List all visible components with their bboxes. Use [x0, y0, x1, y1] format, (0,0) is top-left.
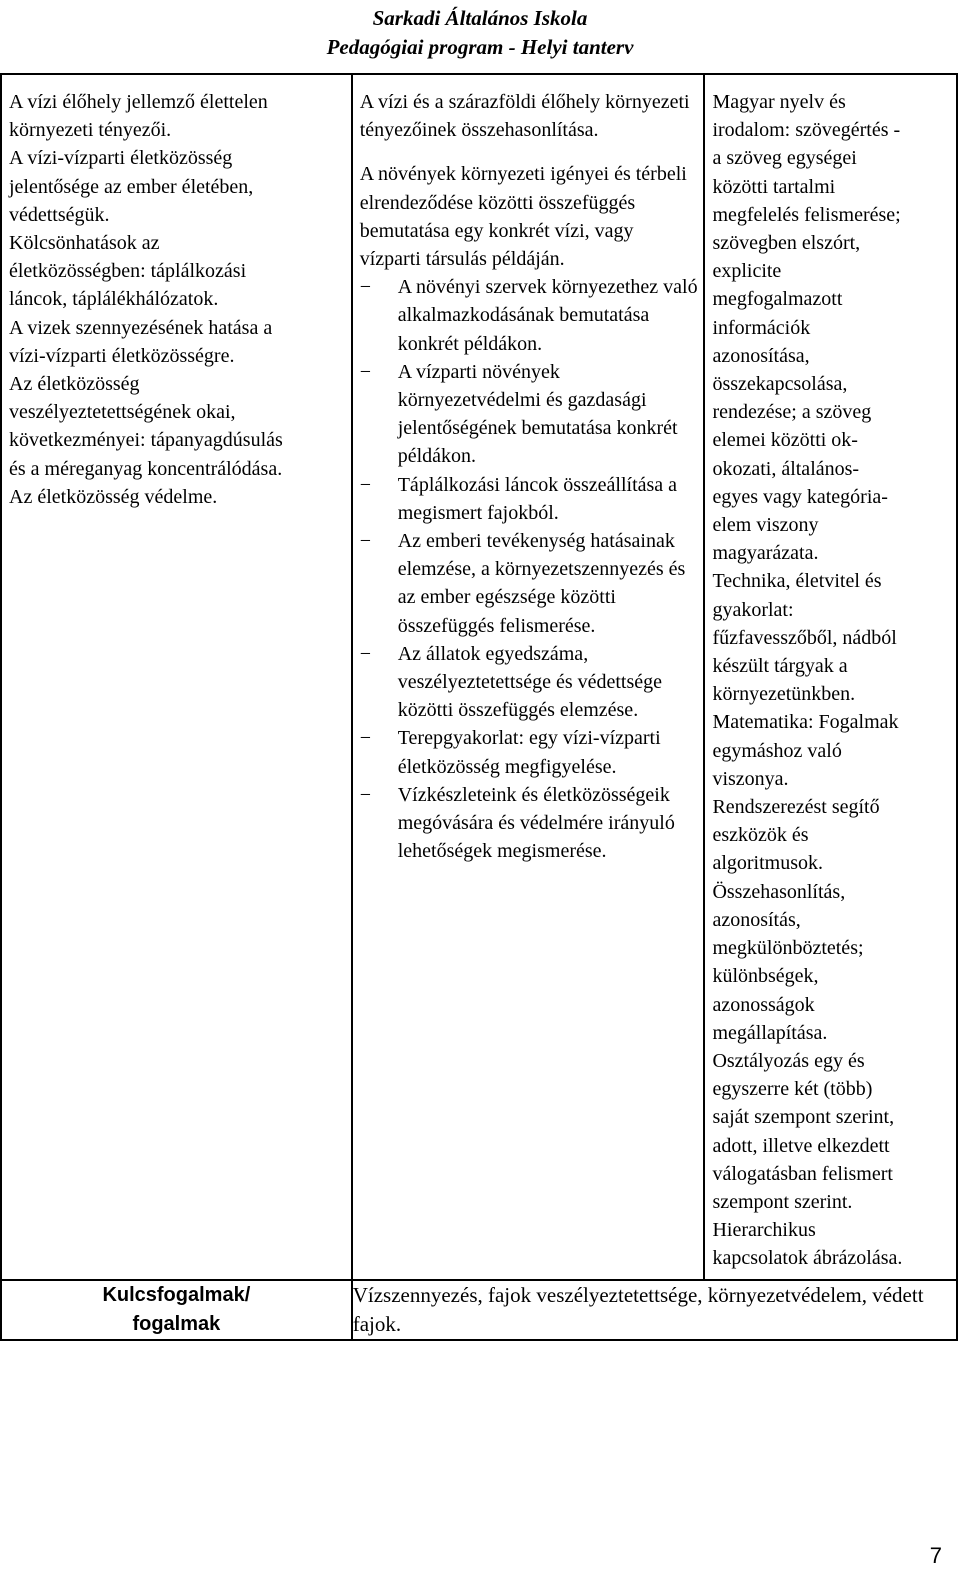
text-line: megállapítása.	[712, 1021, 828, 1044]
text-line: láncok, táplálékhálózatok.	[9, 288, 219, 311]
keyterms-label-2: fogalmak	[132, 1312, 221, 1335]
text-line: vízi-vízparti életközösségre.	[9, 344, 235, 367]
keyterms-label-cell	[1, 1280, 352, 1340]
text-line: környezeti tényezői.	[9, 119, 172, 142]
keyterms-row	[1, 1280, 957, 1340]
text-line: egyes vagy kategória-	[712, 485, 888, 508]
curriculum-table	[0, 73, 958, 1341]
activities-intro-2: A növények környezeti igényei és térbeli elrendeződése közötti összefüggés bemutatása egy konkrét vízi, vagy vízparti társulás példáján.	[359, 163, 687, 271]
text-line: rendezése; a szöveg	[712, 401, 872, 424]
text-line: Matematika: Fogalmak	[712, 711, 899, 734]
list-item: − Az állatok egyedszáma, veszélyeztetettsége és védettsége közötti összefüggés elemzése.	[360, 640, 700, 725]
text-line: Technika, életvitel és	[712, 570, 882, 593]
text-line: válogatásban felismert	[712, 1162, 893, 1185]
text-line: információk	[712, 316, 811, 339]
text-line: azonosítása,	[712, 344, 810, 367]
topics-text	[2, 75, 351, 511]
text-line: Összehasonlítás,	[712, 880, 846, 903]
text-line: saját szempont szerint,	[712, 1106, 895, 1129]
text-line: készült tárgyak a	[712, 655, 848, 678]
list-item: − Vízkészleteink és életközösségeik megóvására és védelmére irányuló lehetőségek megismerése.	[360, 781, 700, 866]
keyterms-value-cell	[352, 1280, 957, 1340]
header-program-title: Pedagógiai program - Helyi tanterv	[326, 35, 634, 59]
topics-cell	[1, 74, 352, 1280]
text-line: egyszerre két (több)	[712, 1078, 873, 1101]
text-line: életközösségben: táplálkozási	[9, 260, 247, 283]
activities-intro-1: A vízi és a szárazföldi élőhely környezeti tényezőinek összehasonlítása.	[359, 91, 690, 142]
text-line: megfelelés felismerése;	[712, 203, 901, 226]
text-line: Magyar nyelv és	[712, 91, 846, 113]
keyterms-label-1: Kulcsfogalmak/	[102, 1283, 251, 1306]
header-school-name: Sarkadi Általános Iskola	[372, 6, 588, 30]
text-line: A vizek szennyezésének hatása a	[9, 316, 273, 339]
keyterms-value: Vízszennyezés, fajok veszélyeztetettsége, környezetvédelem, védett fajok.	[352, 1282, 924, 1336]
text-line: azonosságok	[712, 993, 815, 1016]
activities-text	[353, 75, 704, 865]
text-line: összekapcsolása,	[712, 373, 848, 396]
text-line: gyakorlat:	[712, 598, 794, 621]
connections-cell	[704, 74, 957, 1280]
text-line: Osztályozás egy és	[712, 1049, 865, 1072]
list-item: − Táplálkozási láncok összeállítása a megismert fajokból.	[360, 471, 700, 527]
text-line: és a méreganyag koncentrálódása.	[9, 457, 283, 480]
text-line: kapcsolatok ábrázolása.	[712, 1247, 903, 1270]
text-line: szövegben elszórt,	[712, 232, 861, 255]
list-item: − Az emberi tevékenység hatásainak elemzése, a környezetszennyezés és az ember egészsége közötti összefüggés felismerése.	[360, 527, 700, 640]
text-line: közötti tartalmi	[712, 175, 836, 198]
text-line: környezetünkben.	[712, 683, 856, 706]
connections-text	[705, 75, 956, 1279]
text-line: Rendszerezést segítő	[712, 796, 880, 819]
text-line: Kölcsönhatások az	[9, 232, 160, 255]
text-line: Az életközösség védelme.	[9, 485, 218, 508]
activities-list	[360, 273, 700, 865]
text-line: elemei közötti ok-	[712, 429, 858, 452]
text-line: Hierarchikus	[712, 1219, 816, 1242]
text-line: jelentősége az ember életében,	[9, 175, 254, 198]
text-line: viszonya.	[712, 767, 789, 790]
text-line: fűzfavesszőből, nádból	[712, 626, 897, 649]
page-number: 7	[929, 1543, 942, 1568]
text-line: elem viszony	[712, 514, 819, 537]
page-header	[0, 4, 960, 62]
text-line: szempont szerint.	[712, 1190, 853, 1213]
text-line: különbségek,	[712, 965, 819, 988]
text-line: következményei: tápanyagdúsulás	[9, 429, 283, 452]
text-line: irodalom: szövegértés -	[712, 119, 901, 142]
text-line: eszközök és	[712, 824, 809, 847]
text-line: veszélyeztetettségének okai,	[9, 401, 236, 424]
list-item: − A növényi szervek környezethez való alkalmazkodásának bemutatása konkrét példákon.	[360, 273, 700, 358]
text-line: magyarázata.	[712, 542, 819, 565]
text-line: A vízi élőhely jellemző élettelen	[9, 91, 268, 113]
text-line: algoritmusok.	[712, 852, 823, 875]
list-item: − Terepgyakorlat: egy vízi-vízparti életközösség megfigyelése.	[360, 724, 700, 780]
text-line: azonosítás,	[712, 908, 801, 931]
text-line: A vízi-vízparti életközösség	[9, 147, 233, 170]
list-item: − A vízparti növények környezetvédelmi és gazdasági jelentőségének bemutatása konkrét példákon.	[360, 358, 700, 471]
activities-cell	[352, 74, 705, 1280]
text-line: egymáshoz való	[712, 739, 842, 762]
text-line: Az életközösség	[9, 373, 140, 396]
text-line: adott, illetve elkezdett	[712, 1134, 890, 1157]
text-line: explicite	[712, 260, 782, 283]
text-line: okozati, általános-	[712, 457, 860, 480]
text-line: védettségük.	[9, 203, 110, 226]
text-line: a szöveg egységei	[712, 147, 857, 170]
content-row	[1, 74, 957, 1280]
text-line: megkülönböztetés;	[712, 937, 864, 960]
text-line: megfogalmazott	[712, 288, 843, 311]
